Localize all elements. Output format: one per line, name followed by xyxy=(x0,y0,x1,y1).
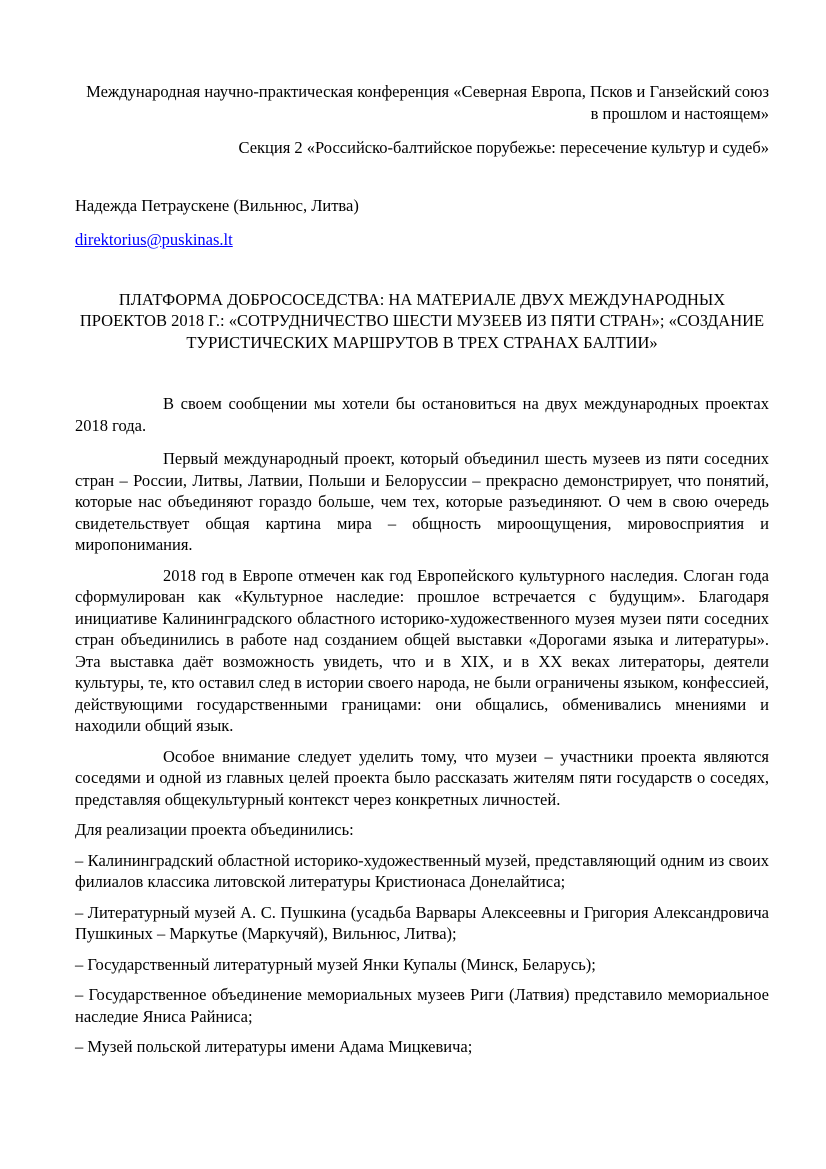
list-item: – Государственное объединение мемориальных музеев Риги (Латвия) представило мемориальное наследие Яниса Райниса; xyxy=(75,985,769,1026)
body-paragraph: Первый международный проект, который объединил шесть музеев из пяти соседних стран – России, Литвы, Латвии, Польши и Белоруссии – прекрасно демонстрирует, что понятий, которые нас объединяют гораздо больше, чем тех, которые разъединяют. О чем в свою очередь свидетельствует общая картина мира – общность мироощущения, мировосприятия и миропонимания. xyxy=(75,449,769,554)
email-link[interactable]: direktorius@puskinas.lt xyxy=(75,230,233,249)
list-lead-in: Для реализации проекта объединились: xyxy=(75,820,354,839)
body-paragraph: В своем сообщении мы хотели бы остановиться на двух международных проектах 2018 года. xyxy=(75,394,769,435)
list-item: – Литературный музей А. С. Пушкина (усадьба Варвары Алексеевны и Григория Александровича Пушкиных – Маркутье (Маркучяй), Вильнюс, Литва); xyxy=(75,902,769,943)
conference-header: Международная научно-практическая конференция «Северная Европа, Псков и Ганзейский союз в прошлом и настоящем» xyxy=(86,82,769,123)
author-line: Надежда Петраускене (Вильнюс, Литва) xyxy=(75,195,359,215)
paper-title: ПЛАТФОРМА ДОБРОСОСЕДСТВА: НА МАТЕРИАЛЕ ДВУХ МЕЖДУНАРОДНЫХ ПРОЕКТОВ 2018 Г.: «СОТРУДНИЧЕСТВО ШЕСТИ МУЗЕЕВ ИЗ ПЯТИ СТРАН»; «СОЗДАНИЕ ТУРИСТИЧЕСКИХ МАРШРУТОВ В ТРЕХ СТРАНАХ БАЛТИИ» xyxy=(79,289,765,352)
body-paragraph: 2018 год в Европе отмечен как год Европейского культурного наследия. Слоган года сформулирован как «Культурное наследие: прошлое встречается с будущим». Благодаря инициативе Калининградского областного историко-художественного музея музеи пяти соседних стран объединились в работе над созданием общей выставки «Дорогами языка и литературы». Эта выставка даёт возможность увидеть, что и в XIX, и в XX веках литераторы, деятели культуры, те, кто оставил след в истории своего народа, не были ограничены языком, конфессией, действующими государственными границами: они общались, обменивались мнениями и находили общий язык. xyxy=(75,565,769,735)
section-header: Секция 2 «Российско-балтийское порубежье: пересечение культур и судеб» xyxy=(238,138,769,157)
list-item: – Государственный литературный музей Янки Купалы (Минск, Беларусь); xyxy=(75,954,596,974)
list-item: – Музей польской литературы имени Адама Мицкевича; xyxy=(75,1037,473,1056)
email-line xyxy=(75,229,769,251)
list-item: – Калининградский областной историко-художественный музей, представляющий одним из своих филиалов классика литовской литературы Кристионаса Донелайтиса; xyxy=(75,850,769,891)
body-paragraph: Особое внимание следует уделить тому, что музеи – участники проекта являются соседями и одной из главных целей проекта было рассказать жителям пяти государств о соседях, представляя общекультурный контекст через конкретных личностей. xyxy=(75,746,769,809)
